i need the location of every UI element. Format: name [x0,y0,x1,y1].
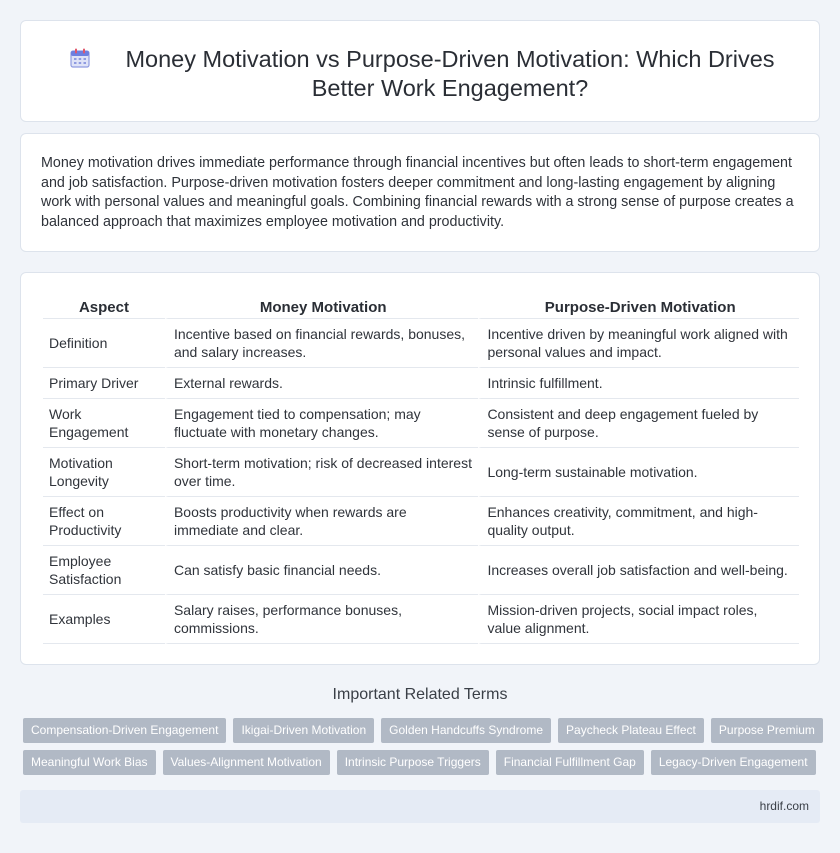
cell-money: Engagement tied to compensation; may fluctuate with monetary changes. [165,399,478,448]
cell-money: Boosts productivity when rewards are immediate and clear. [165,497,478,546]
related-term-tag[interactable]: Compensation-Driven Engagement [23,718,226,743]
intro-card [20,133,820,252]
cell-money: Short-term motivation; risk of decreased interest over time. [165,448,478,497]
table-row [43,448,799,497]
related-terms-title: Important Related Terms [332,686,508,703]
related-term-tag[interactable]: Legacy-Driven Engagement [651,750,816,775]
page-title: Money Motivation vs Purpose-Driven Motivation: Which Drives Better Work Engagement? [125,46,775,101]
cell-aspect: Work Engagement [43,399,165,448]
cell-money: Salary raises, performance bonuses, commissions. [165,595,478,644]
comparison-table-card [20,272,820,665]
cell-purpose: Increases overall job satisfaction and well-being. [478,546,799,595]
cell-purpose: Consistent and deep engagement fueled by sense of purpose. [478,399,799,448]
related-term-tag[interactable]: Meaningful Work Bias [23,750,156,775]
table-row [43,546,799,595]
table-row [43,368,799,399]
tag-row [23,750,823,775]
cell-money: Incentive based on financial rewards, bonuses, and salary increases. [165,319,478,368]
cell-aspect: Motivation Longevity [43,448,165,497]
cell-aspect: Employee Satisfaction [43,546,165,595]
cell-money: Can satisfy basic financial needs. [165,546,478,595]
tag-row [23,718,823,743]
title-card [20,20,820,122]
related-term-tag[interactable]: Financial Fulfillment Gap [496,750,644,775]
cell-aspect: Primary Driver [43,368,165,399]
table-row [43,319,799,368]
cell-purpose: Long-term sustainable motivation. [478,448,799,497]
cell-purpose: Mission-driven projects, social impact roles, value alignment. [478,595,799,644]
related-term-tag[interactable]: Values-Alignment Motivation [163,750,330,775]
table-row [43,497,799,546]
related-term-tag[interactable]: Purpose Premium [711,718,823,743]
header-money: Money Motivation [165,295,478,319]
table-row [43,399,799,448]
intro-paragraph: Money motivation drives immediate performance through financial incentives but often leads to short-term engagement and job satisfaction. Purpose-driven motivation fosters deeper commitment and long-lasting engagement by aligning work with personal values and meaningful goals. Combining financial rewards with a strong sense of purpose creates a balanced approach that maximizes employee motivation and productivity. [41,155,794,230]
related-term-tag[interactable]: Golden Handcuffs Syndrome [381,718,551,743]
cell-purpose: Incentive driven by meaningful work aligned with personal values and impact. [478,319,799,368]
header-aspect: Aspect [43,295,165,319]
footer [20,790,820,823]
related-term-tag[interactable]: Paycheck Plateau Effect [558,718,704,743]
table-header-row [43,295,799,319]
related-term-tag[interactable]: Ikigai-Driven Motivation [233,718,374,743]
cell-aspect: Effect on Productivity [43,497,165,546]
comparison-table [43,295,799,644]
related-terms-tags [23,718,823,782]
cell-aspect: Examples [43,595,165,644]
cell-purpose: Intrinsic fulfillment. [478,368,799,399]
related-term-tag[interactable]: Intrinsic Purpose Triggers [337,750,489,775]
table-row [43,595,799,644]
footer-site-link[interactable]: hrdif.com [759,799,809,813]
cell-purpose: Enhances creativity, commitment, and high-quality output. [478,497,799,546]
header-purpose: Purpose-Driven Motivation [478,295,799,319]
cell-aspect: Definition [43,319,165,368]
cell-money: External rewards. [165,368,478,399]
